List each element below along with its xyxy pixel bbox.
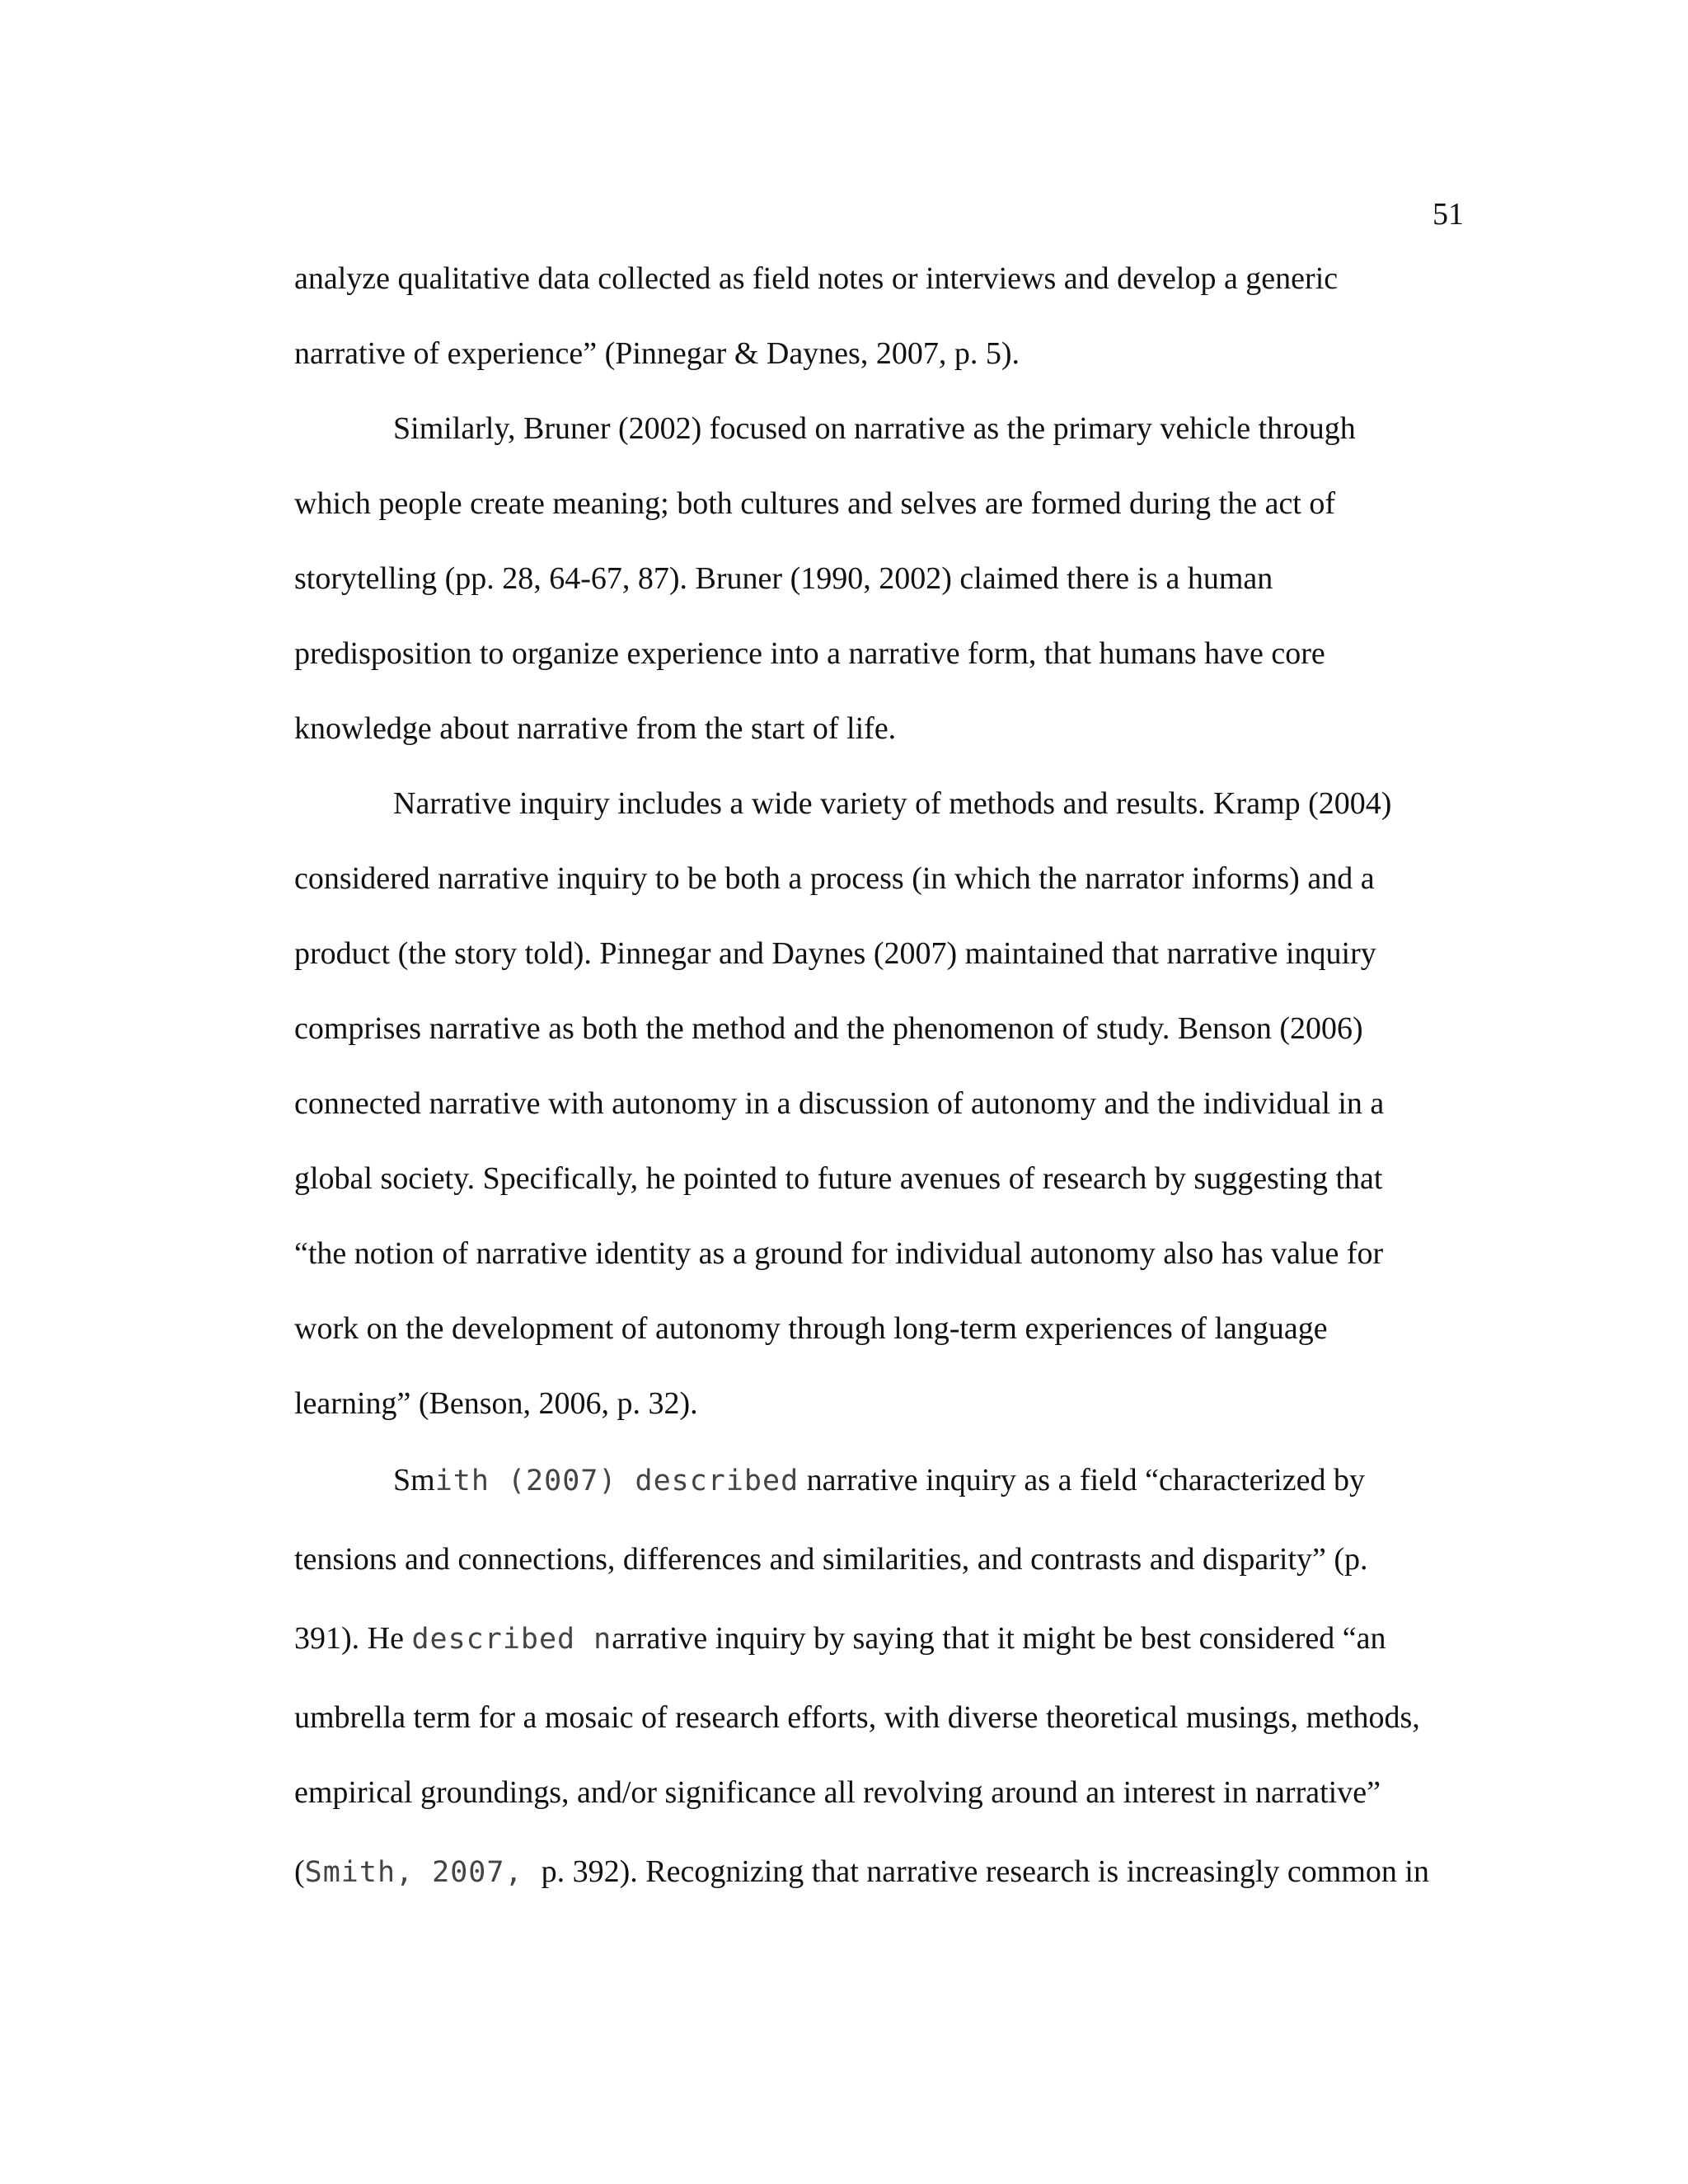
text-line: comprises narrative as both the method and the phenomenon of study. Benson (2006): [294, 1011, 1363, 1046]
text-line: “the notion of narrative identity as a ground for individual autonomy also has value for: [294, 1236, 1384, 1271]
text-line: product (the story told). Pinnegar and Daynes (2007) maintained that narrative inquiry: [294, 936, 1376, 971]
page-number: 51: [1432, 197, 1464, 232]
text-line: narrative of experience” (Pinnegar & Daynes, 2007, p. 5).: [294, 336, 1020, 371]
text-fragment: narrative inquiry as a field “characterized by: [799, 1463, 1365, 1497]
text-fragment: p. 392). Recognizing that narrative research is increasingly common in: [541, 1854, 1429, 1889]
mono-text-fragment: described n: [411, 1623, 612, 1656]
text-line: which people create meaning; both cultures and selves are formed during the act of: [294, 486, 1336, 521]
text-line: work on the development of autonomy through long-term experiences of language: [294, 1311, 1328, 1346]
text-fragment: 391). He: [294, 1621, 412, 1656]
text-fragment: arrative inquiry by saying that it might be best considered “an: [612, 1621, 1386, 1656]
text-line: global society. Specifically, he pointed to future avenues of research by suggesting that: [294, 1161, 1383, 1196]
text-line: tensions and connections, differences and similarities, and contrasts and disparity” (p.: [294, 1542, 1368, 1577]
text-line: considered narrative inquiry to be both a process (in which the narrator informs) and a: [294, 861, 1375, 896]
text-line: Narrative inquiry includes a wide variety of methods and results. Kramp (2004): [393, 786, 1392, 821]
text-line: [393, 1460, 1489, 1502]
text-line: storytelling (pp. 28, 64-67, 87). Bruner (1990, 2002) claimed there is a human: [294, 561, 1273, 596]
text-line: learning” (Benson, 2006, p. 32).: [294, 1386, 698, 1421]
text-line: umbrella term for a mosaic of research efforts, with diverse theoretical musings, methods,: [294, 1700, 1420, 1735]
text-fragment: Sm: [393, 1463, 435, 1497]
mono-text-fragment: Smith, 2007,: [304, 1856, 542, 1889]
mono-text-fragment: ith (2007) described: [434, 1465, 799, 1497]
text-line: [294, 1851, 1489, 1893]
text-line: analyze qualitative data collected as field notes or interviews and develop a generic: [294, 261, 1339, 296]
text-line: knowledge about narrative from the start of life.: [294, 711, 897, 746]
text-line: Similarly, Bruner (2002) focused on narrative as the primary vehicle through: [393, 411, 1356, 446]
text-line: predisposition to organize experience into a narrative form, that humans have core: [294, 636, 1325, 671]
text-line: empirical groundings, and/or significance all revolving around an interest in narrative”: [294, 1775, 1381, 1810]
text-line: connected narrative with autonomy in a discussion of autonomy and the individual in a: [294, 1086, 1385, 1121]
text-fragment: (: [294, 1854, 305, 1889]
text-line: [294, 1618, 1489, 1660]
